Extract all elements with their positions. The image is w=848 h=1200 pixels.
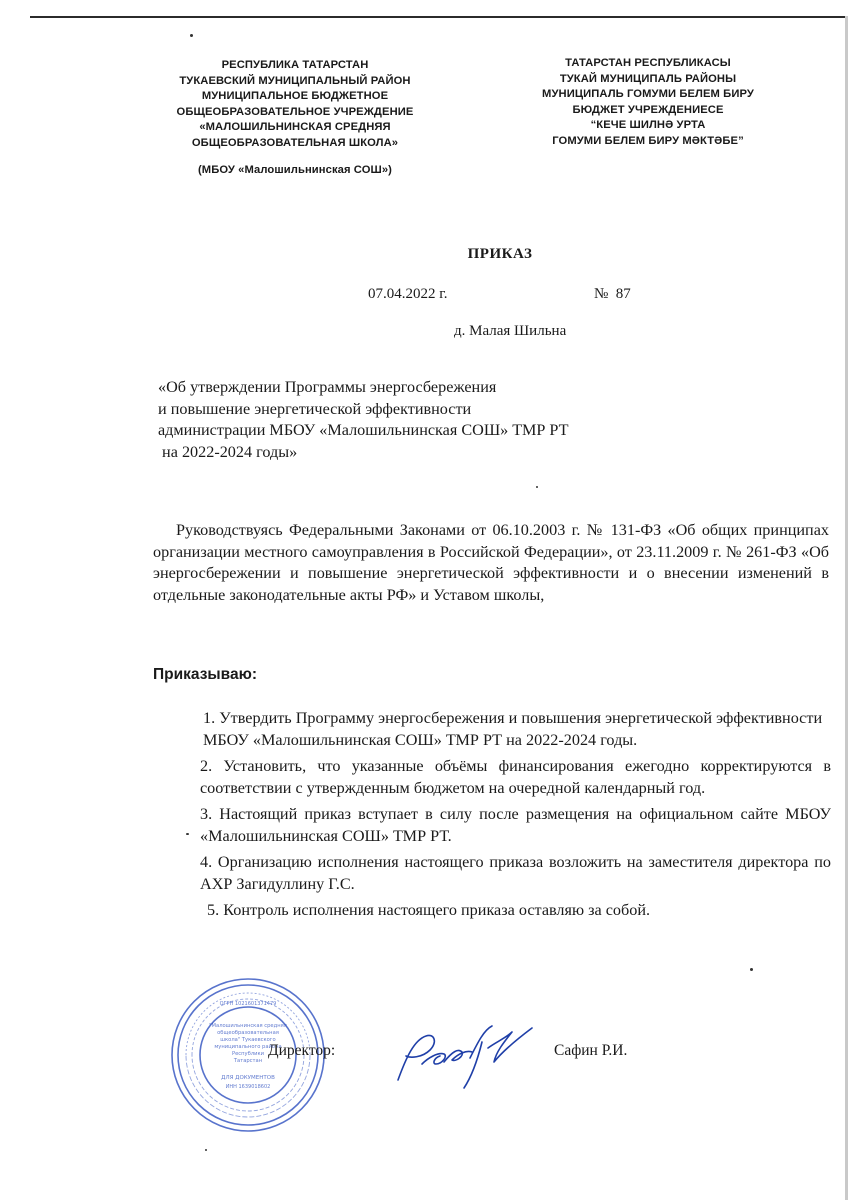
stamp-text-line: общеобразовательная [217, 1030, 279, 1036]
scan-speck [190, 34, 193, 37]
header-right-line: ТАТАРСТАН РЕСПУБЛИКАСЫ [565, 57, 731, 69]
subject-line: и повышение энергетической эффективности [158, 399, 472, 418]
header-right-line: “КЕЧЕ ШИЛНӘ УРТА [590, 119, 706, 132]
header-right-tatar [498, 56, 798, 150]
order-place: д. Малая Шильна [454, 323, 567, 339]
order-subject [158, 377, 678, 463]
header-left-line: ОБЩЕОБРАЗОВАТЕЛЬНОЕ УЧРЕЖДЕНИЕ [176, 105, 414, 118]
order-item: 5. Контроль исполнения настоящего приказа оставляю за собой. [203, 901, 651, 919]
preamble-paragraph [153, 520, 829, 606]
signature-title: Директор: [268, 1042, 336, 1059]
scan-speck [536, 486, 538, 488]
subject-line: на 2022-2024 годы» [158, 442, 298, 461]
subject-line: «Об утверждении Программы энергосбережения [158, 378, 497, 396]
order-number: № 87 [594, 286, 631, 302]
stamp-text-line: школа" Тукаевского [220, 1037, 276, 1043]
header-left-line: МУНИЦИПАЛЬНОЕ БЮДЖЕТНОЕ [201, 90, 389, 103]
subject-line: администрации МБОУ «Малошильнинская СОШ» ТМР РТ [158, 421, 569, 439]
stamp-text-line: "Малошильнинская средняя [209, 1023, 287, 1029]
preamble-text: Руководствуясь Федеральными Законами от 06.10.2003 г. № 131-ФЗ «Об общих принципах организации местного самоуправления в Российской Федерации», от 23.11.2009 г. № 261-ФЗ «Об энергосбережении и повышение энергетической эффективности и о внесении изменений в отдельные законодательные акты РФ» и Уставом школы, [153, 521, 829, 604]
header-right-line: БЮДЖЕТ УЧРЕЖДЕНИЕСЕ [572, 103, 724, 116]
header-right-line: МУНИЦИПАЛЬ ГОМУМИ БЕЛЕМ БИРУ [542, 88, 754, 101]
school-abbreviation: (МБОУ «Малошильнинская СОШ») [197, 163, 393, 176]
scan-speck [750, 968, 753, 971]
header-left-line: ОБЩЕОБРАЗОВАТЕЛЬНАЯ ШКОЛА» [191, 136, 399, 149]
scan-speck [186, 833, 189, 835]
order-item: 4. Организацию исполнения настоящего приказа возложить на заместителя директора по АХР Загидуллину Г.С. [200, 853, 831, 893]
stamp-text-line: муниципального района [214, 1044, 282, 1050]
stamp-text-line: ИНН 1639018602 [225, 1084, 271, 1090]
decree-heading: Приказываю: [153, 666, 257, 683]
order-title: ПРИКАЗ [467, 246, 533, 262]
signer-name: Сафин Р.И. [554, 1042, 628, 1059]
header-left-line: РЕСПУБЛИКА ТАТАРСТАН [221, 59, 369, 71]
order-items [200, 708, 831, 927]
header-right-line: ГОМУМИ БЕЛЕМ БИРУ МӘКТӘБЕ” [552, 134, 744, 147]
header-left-russian [150, 58, 440, 178]
header-right-line: ТУКАЙ МУНИЦИПАЛЬ РАЙОНЫ [559, 72, 737, 85]
scan-speck [205, 1149, 207, 1151]
page-top-edge [30, 16, 848, 18]
header-left-line: ТУКАЕВСКИЙ МУНИЦИПАЛЬНЫЙ РАЙОН [179, 74, 411, 87]
handwritten-signature [392, 1018, 542, 1096]
order-item: 3. Настоящий приказ вступает в силу после размещения на официальном сайте МБОУ «Малошильнинская СОШ» ТМР РТ. [200, 805, 831, 845]
stamp-text-line: Республики [231, 1051, 265, 1057]
order-item: 1. Утвердить Программу энергосбережения и повышения энергетической эффективности МБОУ «Малошильнинская СОШ» ТМР РТ на 2022-2024 годы. [203, 709, 823, 749]
stamp-text-line: ОГРН 1021601371479 [219, 1001, 277, 1007]
stamp-text-line: Татарстан [233, 1058, 263, 1064]
stamp-text-line: ДЛЯ ДОКУМЕНТОВ [221, 1075, 275, 1081]
order-item: 2. Установить, что указанные объёмы финансирования ежегодно корректируются в соответствии с утвержденным бюджетом на очередной календарный год. [200, 757, 831, 797]
header-left-line: «МАЛОШИЛЬНИНСКАЯ СРЕДНЯЯ [199, 121, 391, 134]
order-date: 07.04.2022 г. [368, 286, 448, 302]
